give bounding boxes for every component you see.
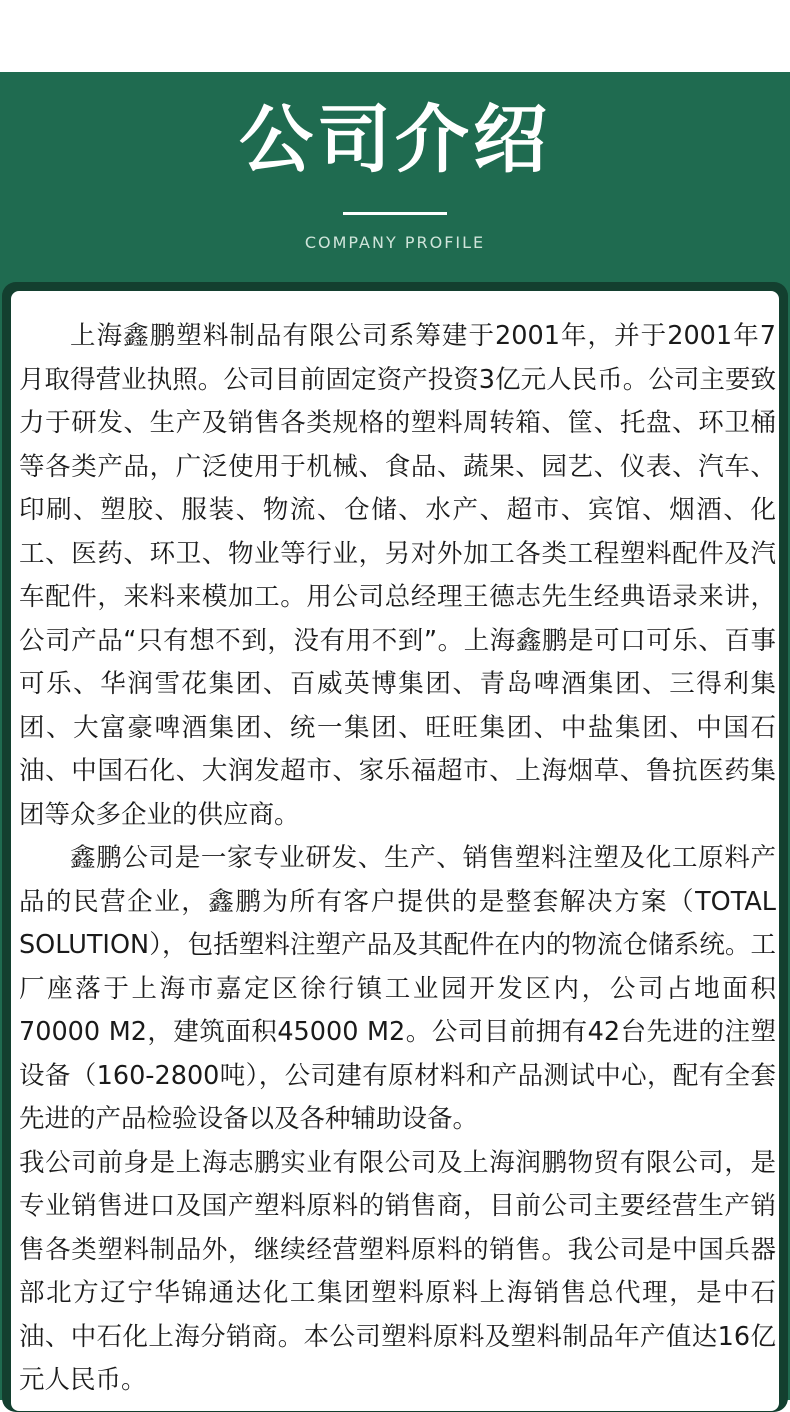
- profile-paragraph-2: 鑫鹏公司是一家专业研发、生产、销售塑料注塑及化工原料产品的民营企业，鑫鹏为所有客户提供的是整套解决方案（TOTAL SOLUTION），包括塑料注塑产品及其配件在内的物流仓储系统。工厂座落于上海市嘉定区徐行镇工业园开发区内，公司占地面积70000 M2，建筑面积45000 M2。公司目前拥有42台先进的注塑设备（160-2800吨），公司建有原材料和产品测试中心，配有全套先进的产品检验设备以及各种辅助设备。: [19, 843, 776, 1134]
- profile-paragraph-1: 上海鑫鹏塑料制品有限公司系筹建于2001年，并于2001年7月取得营业执照。公司目前固定资产投资3亿元人民币。公司主要致力于研发、生产及销售各类规格的塑料周转箱、筐、托盘、环卫桶等各类产品，广泛使用于机械、食品、蔬果、园艺、仪表、汽车、印刷、塑胶、服装、物流、仓储、水产、超市、宾馆、烟酒、化工、医药、环卫、物业等行业，另对外加工各类工程塑料配件及汽车配件，来料来模加工。用公司总经理王德志先生经典语录来讲，公司产品“只有想不到，没有用不到”。上海鑫鹏是可口可乐、百事可乐、华润雪花集团、百威英博集团、青岛啤酒集团、三得利集团、大富豪啤酒集团、统一集团、旺旺集团、中盐集团、中国石油、中国石化、大润发超市、家乐福超市、上海烟草、鲁抗医药集团等众多企业的供应商。: [19, 321, 776, 830]
- title-divider: [343, 212, 447, 215]
- page-subtitle: COMPANY PROFILE: [304, 233, 486, 252]
- top-margin: [0, 0, 790, 72]
- page-title: 公司介绍: [239, 97, 551, 183]
- company-profile-text: [19, 315, 776, 1403]
- profile-paragraph-3: 我公司前身是上海志鹏实业有限公司及上海润鹏物贸有限公司，是专业销售进口及国产塑料原料的销售商，目前公司主要经营生产销售各类塑料制品外，继续经营塑料原料的销售。我公司是中国兵器部北方辽宁华锦通达化工集团塑料原料上海销售总代理，是中石油、中石化上海分销商。本公司塑料原料及塑料制品年产值达16亿元人民币。: [19, 1147, 776, 1395]
